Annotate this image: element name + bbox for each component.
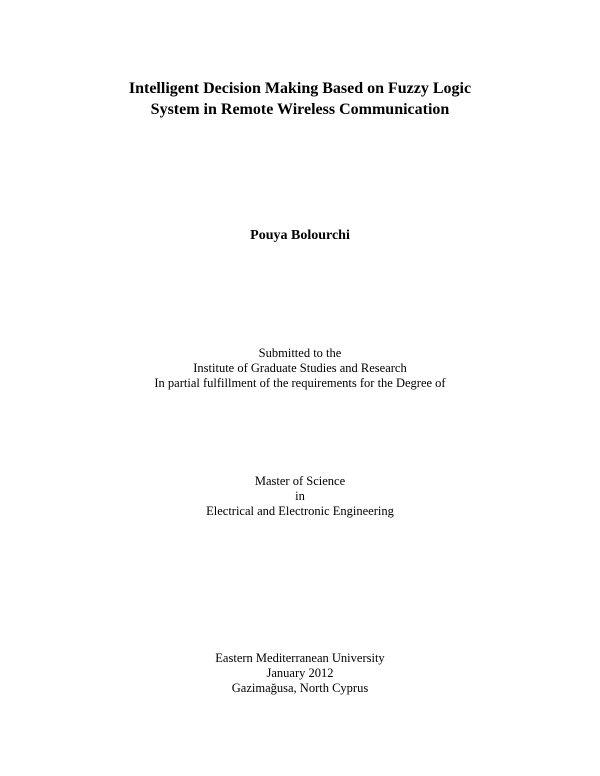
degree-name: Master of Science (254, 474, 346, 488)
submission-date: January 2012 (266, 666, 334, 680)
thesis-title-line-2: System in Remote Wireless Communication (150, 101, 450, 118)
degree-info (0, 474, 600, 519)
author-name-text: Pouya Bolourchi (250, 228, 350, 243)
thesis-title (0, 78, 600, 120)
thesis-title-line-1: Intelligent Decision Making Based on Fuzzy Logic (128, 80, 472, 97)
submission-line-2: Institute of Graduate Studies and Research (193, 361, 407, 375)
location: Gazimağusa, North Cyprus (231, 681, 369, 695)
degree-connector: in (295, 489, 305, 503)
author-name (0, 227, 600, 245)
submission-line-1: Submitted to the (258, 346, 342, 360)
submission-line-3: In partial fulfillment of the requirements for the Degree of (154, 376, 446, 390)
institution-info (0, 651, 600, 696)
university-name: Eastern Mediterranean University (215, 651, 385, 665)
degree-field: Electrical and Electronic Engineering (206, 504, 394, 518)
submission-statement (0, 346, 600, 391)
